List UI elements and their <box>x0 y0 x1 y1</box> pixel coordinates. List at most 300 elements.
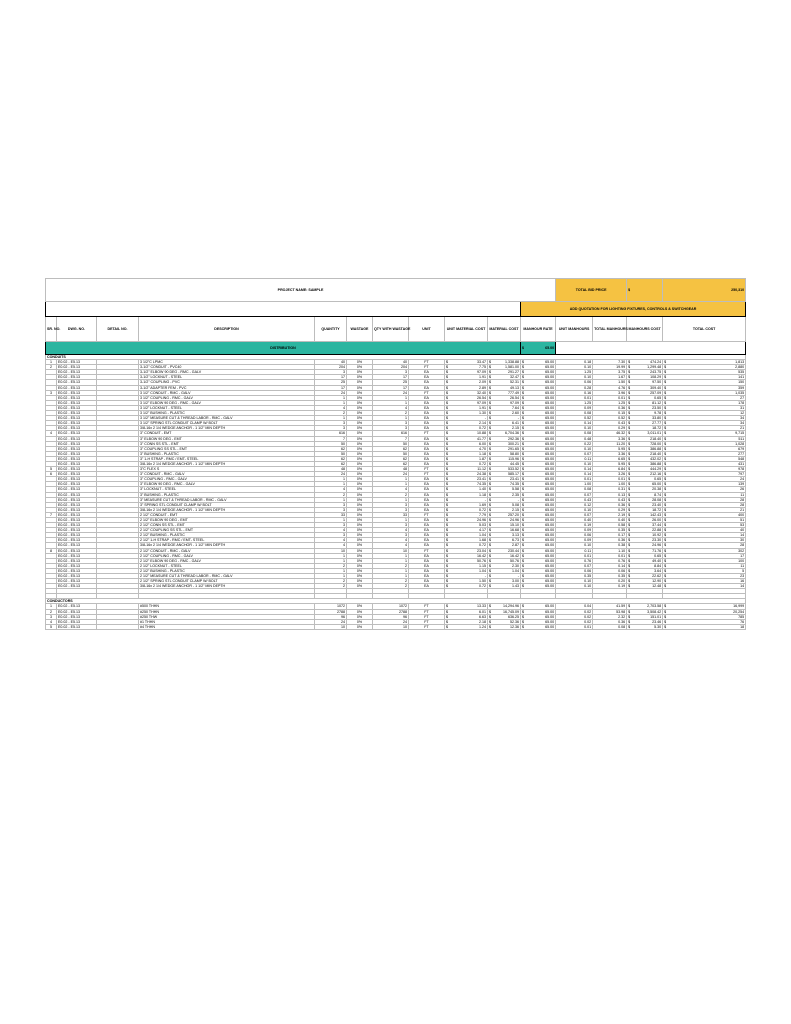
cell-value: 386.88 <box>650 446 662 451</box>
currency-symbol: $ <box>664 451 667 456</box>
currency-symbol: $ <box>522 390 524 395</box>
table-cell: 17 <box>373 385 409 390</box>
table-cell: 2 <box>315 584 347 589</box>
cell-value: 65.00 <box>545 365 555 370</box>
table-cell: 0.43 <box>593 421 627 426</box>
table-cell: 0.14 <box>556 472 593 477</box>
currency-symbol: $ <box>446 477 448 482</box>
cell-value: 23.41 <box>477 477 486 482</box>
cell-value: 2,880 <box>735 365 745 370</box>
table-cell: 1 <box>315 482 347 487</box>
table-cell: 0.15 <box>593 411 627 416</box>
currency-symbol: $ <box>446 584 448 589</box>
currency-symbol: $ <box>522 533 524 538</box>
table-cell: E0.02 - E5.13 <box>57 400 97 405</box>
currency-symbol: $ <box>628 405 631 410</box>
currency-symbol: $ <box>446 604 448 609</box>
table-cell: 17 <box>373 375 409 380</box>
table-cell: 62 <box>315 461 347 466</box>
distribution-rate: $ 65.00 <box>521 342 556 355</box>
currency-symbol: $ <box>628 426 631 431</box>
table-cell: 0.10 <box>556 579 593 584</box>
table-cell: E0.02 - E5.13 <box>57 446 97 451</box>
table-cell: 1.00 <box>556 482 593 487</box>
currency-symbol: $ <box>489 528 491 533</box>
cell-value: 65.00 <box>545 502 555 507</box>
table-cell: E0.02 - E5.13 <box>57 502 97 507</box>
cell-value: 0.65 <box>654 477 662 482</box>
table-cell: E0.02 - E5.13 <box>57 411 97 416</box>
table-cell: 3 <box>373 502 409 507</box>
cell-value: 178 <box>738 400 745 405</box>
currency-symbol: $ <box>628 431 631 436</box>
cell-value: 432.02 <box>650 456 662 461</box>
table-cell: EA <box>409 563 445 568</box>
currency-symbol: $ <box>489 390 491 395</box>
cell-value: 218.40 <box>650 451 662 456</box>
table-cell: 41.59 <box>593 604 627 609</box>
cell-value: 65.00 <box>545 574 555 579</box>
currency-symbol: $ <box>489 380 491 385</box>
cell-value: 16,745.09 <box>503 609 519 614</box>
cell-value: 28 <box>740 502 745 507</box>
table-cell: 0% <box>347 624 373 629</box>
table-cell <box>445 624 488 629</box>
table-cell: 3/8-16x 2 1/4 WEDGE ANCHOR - 1 1/2" MIN DEPTH <box>139 507 315 512</box>
table-cell: FT <box>409 614 445 619</box>
currency-symbol: $ <box>664 548 667 553</box>
table-cell: 8 <box>46 548 57 553</box>
cell-value: 65.00 <box>545 507 555 512</box>
currency-symbol: $ <box>628 487 631 492</box>
table-cell: 0% <box>347 507 373 512</box>
cell-value: 444.29 <box>650 467 662 472</box>
cell-value: - <box>517 416 519 421</box>
column-header: UNIT <box>409 317 445 342</box>
table-cell: 0.14 <box>556 467 593 472</box>
cell-value: 97.50 <box>652 380 662 385</box>
currency-symbol: $ <box>522 482 524 487</box>
table-cell: 2 1/2" 1-H STRAP - RMC / EMT- STEEL <box>139 538 315 543</box>
cell-value: 142.43 <box>650 512 662 517</box>
currency-symbol: $ <box>664 472 667 477</box>
currency-symbol: $ <box>446 528 448 533</box>
table-cell: EA <box>409 426 445 431</box>
cell-value: 5.03 <box>479 523 486 528</box>
table-cell: 3" ELBOW 90 DEG - EMT <box>139 436 315 441</box>
cell-value: 65.00 <box>545 400 555 405</box>
currency-symbol: $ <box>628 614 631 619</box>
table-cell: 0% <box>347 436 373 441</box>
table-cell: 0% <box>347 380 373 385</box>
cell-value: 34 <box>740 416 745 421</box>
cell-value: 8.84 <box>654 563 662 568</box>
currency-symbol: $ <box>489 451 491 456</box>
currency-symbol: $ <box>446 461 448 466</box>
table-cell: 3 <box>315 421 347 426</box>
table-cell: E0.02 - E5.13 <box>57 507 97 512</box>
cell-value: 65.00 <box>545 456 555 461</box>
table-cell: 10 <box>315 548 347 553</box>
table-cell: 1 <box>373 482 409 487</box>
table-cell: 616 <box>315 431 347 436</box>
currency-symbol: $ <box>664 446 667 451</box>
cell-value: 65.00 <box>545 538 555 543</box>
currency-symbol: $ <box>489 456 491 461</box>
currency-symbol: $ <box>522 461 524 466</box>
table-cell: 0.19 <box>556 523 593 528</box>
currency-symbol: $ <box>489 421 491 426</box>
table-cell: 0% <box>347 543 373 548</box>
table-cell: 1 <box>46 360 57 365</box>
currency-symbol: $ <box>446 472 448 477</box>
currency-symbol: $ <box>522 451 524 456</box>
table-cell: 3 1/2" MEASURE CUT & THREAD LABOR - RMC - GALV <box>139 416 315 421</box>
table-cell: 0.07 <box>556 492 593 497</box>
currency-symbol: $ <box>522 492 524 497</box>
cell-value: 65.00 <box>545 416 555 421</box>
currency-symbol: $ <box>628 574 631 579</box>
cell-value: 65.00 <box>545 461 555 466</box>
cell-value: 65.00 <box>545 492 555 497</box>
table-cell: 0% <box>347 492 373 497</box>
table-cell: 3" CONDUIT - RMC - GALV <box>139 472 315 477</box>
table-cell: 10 <box>315 624 347 629</box>
table-cell: 0.11 <box>556 456 593 461</box>
currency-symbol: $ <box>522 543 524 548</box>
table-cell: 5.95 <box>593 461 627 466</box>
table-cell: 3/8-16x 2 1/4 WEDGE ANCHOR - 1 1/2" MIN DEPTH <box>139 543 315 548</box>
table-cell: 0% <box>347 400 373 405</box>
currency-symbol: $ <box>522 548 524 553</box>
table-cell: E0.02 - E5.13 <box>57 497 97 502</box>
currency-symbol: $ <box>446 375 448 380</box>
cell-value: 2.87 <box>512 543 519 548</box>
table-cell: 0.12 <box>556 502 593 507</box>
currency-symbol: $ <box>522 507 524 512</box>
currency-symbol: $ <box>446 558 448 563</box>
table-cell: EA <box>409 456 445 461</box>
table-cell: 4.76 <box>593 385 627 390</box>
currency-symbol: $ <box>489 609 491 614</box>
currency-symbol: $ <box>522 619 524 624</box>
currency-symbol: $ <box>489 563 491 568</box>
table-cell: E0.02 - E5.13 <box>57 482 97 487</box>
table-cell: E0.02 - E5.13 <box>57 548 97 553</box>
table-cell: 25 <box>373 380 409 385</box>
table-cell: EA <box>409 451 445 456</box>
currency-symbol: $ <box>628 421 631 426</box>
currency-symbol: $ <box>489 492 491 497</box>
currency-symbol: $ <box>446 421 448 426</box>
currency-symbol: $ <box>628 523 631 528</box>
cell-value: 5.08 <box>512 502 519 507</box>
table-cell: 1 <box>315 558 347 563</box>
cell-value: 291.65 <box>508 446 519 451</box>
table-cell: 0.07 <box>556 512 593 517</box>
currency-symbol: $ <box>446 426 448 431</box>
table-cell: 0% <box>347 421 373 426</box>
column-header: WASTAGE <box>347 317 373 342</box>
table-cell: 0.01 <box>556 553 593 558</box>
currency-symbol: $ <box>522 360 524 365</box>
currency-symbol: $ <box>446 436 448 441</box>
table-cell: 4 <box>373 487 409 492</box>
currency-symbol: $ <box>522 395 524 400</box>
cell-value: - <box>484 416 486 421</box>
cell-value: 31 <box>740 405 745 410</box>
currency-symbol: $ <box>664 405 667 410</box>
currency-symbol: $ <box>489 426 491 431</box>
cell-value: 26.54 <box>510 395 519 400</box>
currency-symbol: $ <box>489 416 491 421</box>
cell-value: 20,254 <box>733 609 745 614</box>
cell-value: 291.27 <box>508 370 519 375</box>
currency-symbol: $ <box>522 568 524 573</box>
cell-value: 978 <box>738 467 745 472</box>
currency-symbol: $ <box>522 563 524 568</box>
table-cell: FT <box>409 619 445 624</box>
cell-value: 65.00 <box>545 548 555 553</box>
table-cell: 3 <box>373 370 409 375</box>
table-cell: 2 1/2" CONDUIT - EMT <box>139 512 315 517</box>
table-cell: E0.02 - E5.13 <box>57 553 97 558</box>
table-cell: 1.25 <box>593 400 627 405</box>
table-cell: 11.20 <box>593 441 627 446</box>
cell-value: 2.14 <box>479 421 486 426</box>
currency-symbol: $ <box>522 574 524 579</box>
table-cell: 0% <box>347 395 373 400</box>
currency-symbol: $ <box>446 624 448 629</box>
table-cell: EA <box>409 502 445 507</box>
cell-value: 0.72 <box>479 507 486 512</box>
cell-value: 50.76 <box>477 558 486 563</box>
table-cell: 0% <box>347 512 373 517</box>
column-header: DESCRIPTION <box>139 317 315 342</box>
table-cell: 0.10 <box>556 584 593 589</box>
cell-value: 218.40 <box>650 436 662 441</box>
currency-symbol: $ <box>489 365 491 370</box>
currency-symbol: $ <box>664 497 667 502</box>
cell-value: 1.40 <box>479 487 486 492</box>
currency-symbol: $ <box>522 365 524 370</box>
cell-value: 1.87 <box>479 456 486 461</box>
table-cell: 3-1/2" LOCKNUT - STEEL <box>139 375 315 380</box>
table-cell: EA <box>409 477 445 482</box>
currency-symbol: $ <box>628 451 631 456</box>
currency-symbol: $ <box>522 411 524 416</box>
cell-value: 150 <box>738 380 745 385</box>
distribution-label: DISTRIBUTION <box>46 342 521 355</box>
table-cell: 7 <box>46 512 57 517</box>
table-cell: 3 <box>315 502 347 507</box>
table-cell: 0.02 <box>556 614 593 619</box>
currency-symbol: $ <box>628 456 631 461</box>
table-cell: 0.01 <box>593 477 627 482</box>
cell-value: 65.00 <box>545 533 555 538</box>
table-cell: 17 <box>315 385 347 390</box>
total-bid-label: TOTAL BID PRICE <box>556 279 627 302</box>
cell-value: 3.00 <box>512 579 519 584</box>
cell-value: 3,011.01 <box>647 431 662 436</box>
table-cell: 0.19 <box>593 584 627 589</box>
table-cell: 4 <box>373 543 409 548</box>
table-cell: 0.01 <box>556 477 593 482</box>
currency-symbol: $ <box>446 492 448 497</box>
currency-symbol: $ <box>446 451 448 456</box>
currency-symbol: $ <box>489 375 491 380</box>
currency-symbol: $ <box>489 614 491 619</box>
currency-symbol: $ <box>628 533 631 538</box>
table-cell: E0.02 - E5.13 <box>57 584 97 589</box>
table-cell: 3.36 <box>593 436 627 441</box>
cell-value: 49.40 <box>652 558 662 563</box>
cell-value: 24.96 <box>652 543 662 548</box>
cell-value: 1.30 <box>479 411 486 416</box>
cell-value: 53 <box>740 523 745 528</box>
table-cell: 6 <box>46 472 57 477</box>
cell-value: 1.68 <box>479 538 486 543</box>
table-cell: 48 <box>373 467 409 472</box>
currency-symbol: $ <box>628 416 631 421</box>
currency-symbol: $ <box>522 456 524 461</box>
currency-symbol: $ <box>446 553 448 558</box>
table-cell: 0% <box>347 619 373 624</box>
table-cell: 3" COUPLING SS STL - EMT <box>139 446 315 451</box>
currency-symbol: $ <box>446 456 448 461</box>
table-cell: 2 <box>373 584 409 589</box>
cell-value: 32.47 <box>510 375 519 380</box>
cell-value: 4.70 <box>479 446 486 451</box>
cell-value: 41.77 <box>477 436 486 441</box>
cell-value: 27.77 <box>652 421 662 426</box>
cell-value: 151.01 <box>650 614 662 619</box>
currency-symbol: $ <box>446 431 448 436</box>
cell-value: 65.00 <box>545 497 555 502</box>
cell-value: 2.18 <box>479 619 486 624</box>
currency-symbol: $ <box>446 548 448 553</box>
cell-value: 65.00 <box>545 523 555 528</box>
table-cell: 3.26 <box>593 472 627 477</box>
cell-value: 2.09 <box>479 380 486 385</box>
table-cell: #500 THHN <box>139 604 315 609</box>
cell-value: 33.47 <box>477 360 486 365</box>
cell-value: 0.72 <box>479 584 486 589</box>
currency-symbol: $ <box>664 431 667 436</box>
table-cell: 17 <box>315 375 347 380</box>
table-cell: E0.02 - E5.13 <box>57 365 97 370</box>
table-cell: 2 1/2" CONDUIT - RMC - GALV <box>139 548 315 553</box>
cell-value: 40 <box>740 528 745 533</box>
table-cell: E0.02 - E5.13 <box>57 558 97 563</box>
currency-symbol: $ <box>664 487 667 492</box>
currency-symbol: $ <box>446 619 448 624</box>
table-cell: 62 <box>373 456 409 461</box>
currency-symbol: $ <box>446 609 448 614</box>
table-cell: 24 <box>373 619 409 624</box>
column-header-row <box>46 317 746 342</box>
table-cell: 6.84 <box>593 467 627 472</box>
table-cell: 0.10 <box>556 446 593 451</box>
table-cell: 24 <box>373 390 409 395</box>
table-cell: 0.52 <box>556 416 593 421</box>
table-cell: E0.02 - E5.13 <box>57 579 97 584</box>
currency-symbol: $ <box>446 497 448 502</box>
table-cell: 3 <box>46 614 57 619</box>
table-cell: E0.02 - E5.13 <box>57 451 97 456</box>
table-cell: 0% <box>347 431 373 436</box>
cell-value: - <box>517 574 519 579</box>
table-cell: 0.18 <box>556 360 593 365</box>
currency-symbol: $ <box>628 360 631 365</box>
table-cell: 204 <box>373 365 409 370</box>
currency-symbol: $ <box>628 385 631 390</box>
table-cell <box>521 624 556 629</box>
cell-value: 65.00 <box>545 411 555 416</box>
cell-value: 65.00 <box>652 482 662 487</box>
distribution-row <box>46 342 746 355</box>
table-cell: 0.10 <box>556 365 593 370</box>
table-cell: 0% <box>347 497 373 502</box>
table-cell: 10 <box>373 548 409 553</box>
cell-value: 65.00 <box>545 619 555 624</box>
currency-symbol: $ <box>628 563 631 568</box>
table-cell: E0.02 - E5.13 <box>57 441 97 446</box>
currency-symbol: $ <box>522 441 524 446</box>
table-cell: 0.76 <box>556 558 593 563</box>
cell-value: 1,299.48 <box>647 365 662 370</box>
table-cell: 3-1/2" ADAPTER FEM - PVC <box>139 385 315 390</box>
cell-value: 1.24 <box>479 624 486 629</box>
cell-value: 24.38 <box>477 472 486 477</box>
cell-value: 65.00 <box>545 451 555 456</box>
table-cell: 1 <box>373 518 409 523</box>
table-cell: 1 <box>46 604 57 609</box>
currency-symbol: $ <box>628 375 631 380</box>
table-cell: EA <box>409 487 445 492</box>
table-cell: 0% <box>347 579 373 584</box>
currency-symbol: $ <box>489 431 491 436</box>
cell-value: 6.63 <box>479 614 486 619</box>
table-row <box>46 624 746 629</box>
table-cell: E0.02 - E5.13 <box>57 523 97 528</box>
table-cell: 4 <box>315 543 347 548</box>
table-cell: 1 <box>315 477 347 482</box>
currency-symbol: $ <box>489 584 491 589</box>
table-cell: #4 THHN <box>139 624 315 629</box>
table-cell: 0.01 <box>593 395 627 400</box>
table-cell: 0% <box>347 446 373 451</box>
table-cell: 2 <box>315 411 347 416</box>
table-cell: 1 <box>315 400 347 405</box>
table-cell: 4 <box>315 538 347 543</box>
table-cell: 0.40 <box>593 518 627 523</box>
cell-value: 18.72 <box>652 426 662 431</box>
table-cell: 48 <box>315 467 347 472</box>
table-cell: 0.06 <box>556 568 593 573</box>
currency-symbol: $ <box>664 400 667 405</box>
cell-value: 309.40 <box>650 385 662 390</box>
currency-symbol: $ <box>522 436 524 441</box>
table-cell: E0.02 - E5.13 <box>57 375 97 380</box>
cell-value: 728.00 <box>650 441 662 446</box>
cell-value: 7.79 <box>479 512 486 517</box>
table-cell: E0.02 - E5.13 <box>57 395 97 400</box>
currency-symbol: $ <box>664 609 667 614</box>
currency-symbol: $ <box>489 482 491 487</box>
column-header: MANHOUR RATE <box>521 317 556 342</box>
table-cell: EA <box>409 518 445 523</box>
